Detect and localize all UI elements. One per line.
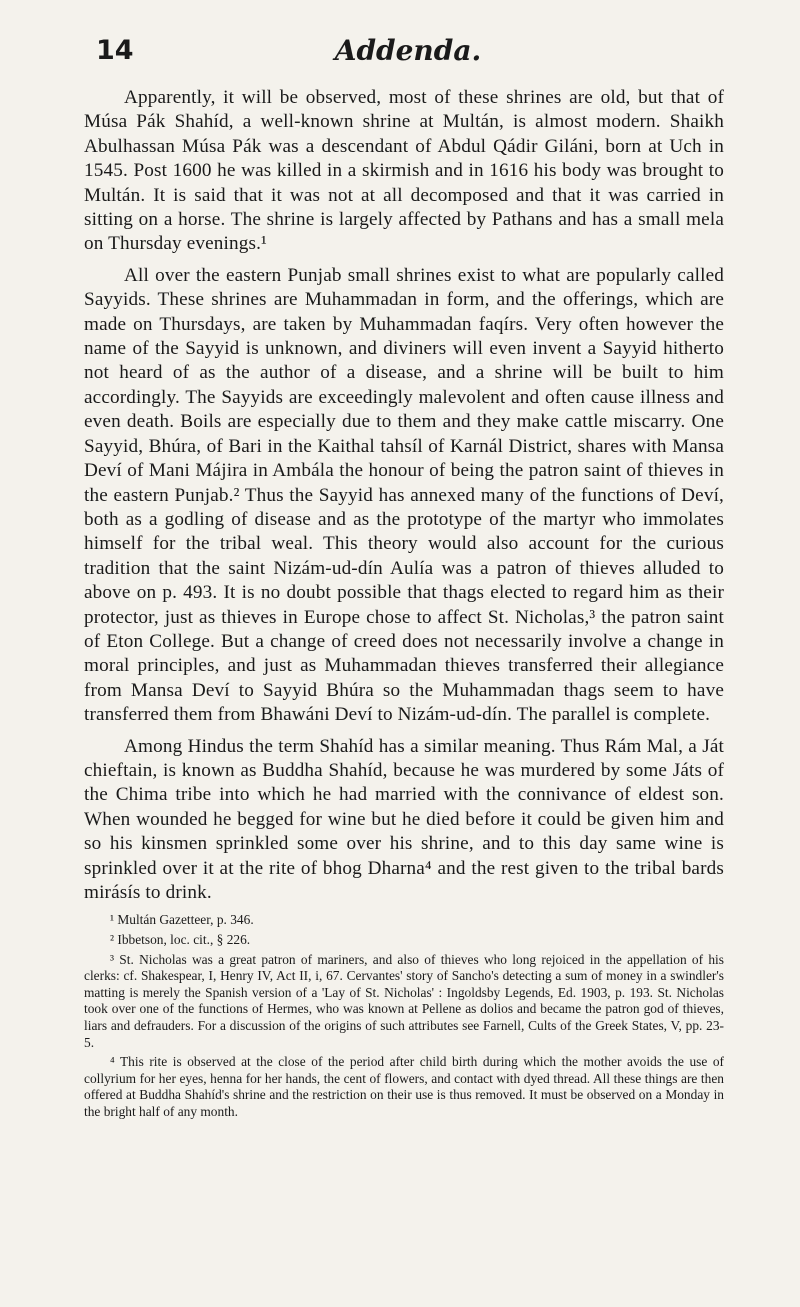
paragraph: Among Hindus the term Shahíd has a similar meaning. Thus Rám Mal, a Ját chieftain, is known as Buddha Shahíd, because he was murdered by some Játs of the Chima tribe into which he had married with the connivance of eldest son. When wounded he begged for wine but he died before it could be given him and so his kinsmen sprinkled some over his shrine, and to this day same wine is sprinkled over it at the rite of bhog Dharna⁴ and the rest given to the tribal bards mirásís to drink. — [84, 735, 724, 903]
paragraph: Apparently, it will be observed, most of these shrines are old, but that of Músa Pák Shahíd, a well-known shrine at Multán, is almost modern. Shaikh Abulhassan Músa Pák was a descendant of Abdul Qádir Giláni, born at Uch in 1545. Post 1600 he was killed in a skirmish and in 1616 his body was brought to Multán. It is said that it was not at all decomposed and that it was carried in sitting on a horse. The shrine is largely affected by Pathans and has a small mela on Thursday evenings.¹ — [84, 87, 724, 255]
footnote: ⁴ This rite is observed at the close of the period after child birth during which the mother avoids the use of collyrium for her eyes, henna for her hands, the cent of flowers, and contact with dyed thread. All these things are then offered at Buddha Shahíd's shrine and the restriction on their use is thus removed. It must be observed on a Monday in the bright half of any month. — [84, 1054, 724, 1119]
footnotes — [84, 912, 724, 1120]
paragraph: All over the eastern Punjab small shrines exist to what are popularly called Sayyids. These shrines are Muhammadan in form, and the offerings, which are made on Thursdays, are taken by Muhammadan faqírs. Very often however the name of the Sayyid is unknown, and diviners will even invent a Sayyid hitherto not heard of as the author of a disease, and a shrine will be built to him accordingly. The Sayyids are exceedingly malevolent and often cause illness and even death. Boils are especially due to them and they make cattle miscarry. One Sayyid, Bhúra, of Bari in the Kaithal tahsíl of Karnál District, shares with Mansa Deví of Mani Májira in Ambála the honour of being the patron saint of thieves in the eastern Punjab.² Thus the Sayyid has annexed many of the functions of Deví, both as a godling of disease and as the prototype of the martyr who immolates himself for the tribal weal. This theory would also account for the curious tradition that the saint Nizám-ud-dín Aulía was a patron of thieves alluded to above on p. 493. It is no doubt possible that thags elected to regard him as their protector, just as thieves in Europe chose to affect St. Nicholas,³ the patron saint of Eton College. But a change of creed does not necessarily involve a change in moral principles, and just as Muhammadan thieves transferred their allegiance from Mansa Deví to Sayyid Bhúra so the Muhammadan thags seem to have transferred them from Bhawáni Deví to Nizám-ud-dín. The parallel is complete. — [84, 264, 724, 726]
page-number: 14 — [96, 35, 134, 66]
body-text — [84, 86, 724, 1124]
page-header — [96, 34, 720, 74]
footnote: ² Ibbetson, loc. cit., § 226. — [110, 932, 251, 947]
running-head: Addenda. — [334, 34, 482, 67]
footnote: ³ St. Nicholas was a great patron of mariners, and also of thieves who long rejoiced in the appellation of his clerks: cf. Shakespear, I, Henry IV, Act II, i, 67. Cervantes' story of Sancho's detecting a sum of money in a swindler's matting is merely the Spanish version of a 'Lay of St. Nicholas' : Ingoldsby Legends, Ed. 1903, p. 193. St. Nicholas took over one of the functions of Hermes, who was known at Pellene as dolios and became the patron god of thieves, liars and defrauders. For a discussion of the origins of such attributes see Farnell, Cults of the Greek States, V, pp. 23-5. — [84, 951, 724, 1050]
footnote: ¹ Multán Gazetteer, p. 346. — [110, 912, 254, 928]
